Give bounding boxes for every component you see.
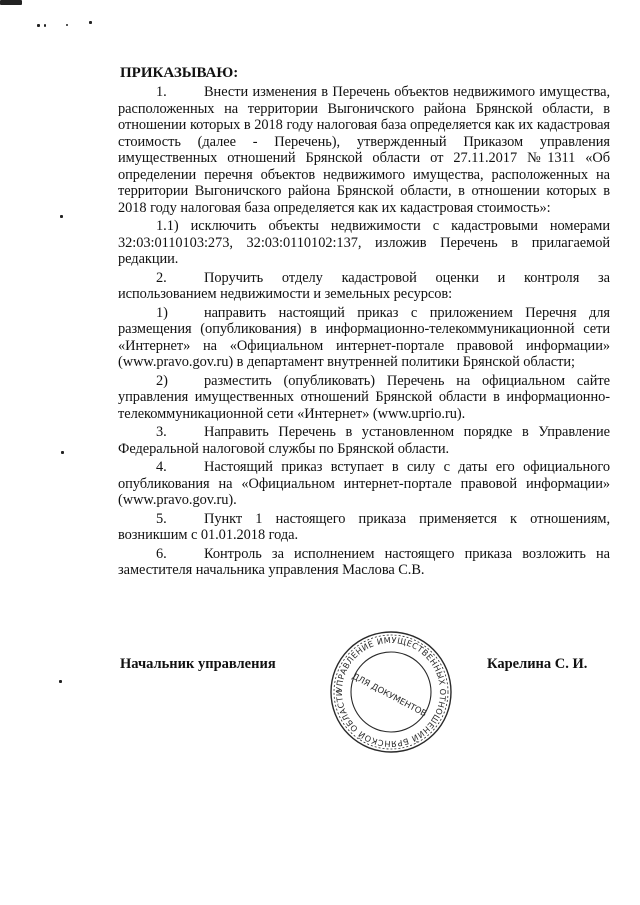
scan-speck	[37, 24, 40, 27]
paragraph-4: 4. Настоящий приказ вступает в силу с даты его официального опубликования на «Официальном интернет-портале правовой информации» (www.pravo.gov.ru).	[118, 459, 610, 508]
scan-speck	[59, 680, 62, 683]
paragraph-3: 3. Направить Перечень в установленном порядке в Управление Федеральной налоговой службы по Брянской области.	[118, 424, 610, 457]
paragraph-6: 6. Контроль за исполнением настоящего приказа возложить на заместителя начальника управления Маслова С.В.	[118, 545, 610, 578]
scan-speck	[61, 451, 64, 454]
scan-speck	[66, 24, 68, 26]
scan-speck	[44, 24, 46, 27]
paragraph-text: Внести изменения в Перечень объектов недвижимого имущества, расположенных на территории Выгоничского района Брянской области, в отношении которых в 2018 году налоговая база определяется как их кадастровая стоимость (далее - Перечень), утвержденный Приказом управления имущественных отношений Брянской области от 27.11.2017 №1311 «Об определении перечня объектов недвижимого имущества, расположенных на территории Выгоничского района Брянской области, в отношении которых в 2018 году налоговая база определяется как их кадастровая стоимость»:	[118, 84, 610, 216]
paragraph-text: направить настоящий приказ с приложением Перечня для размещения (опубликования) в информационно-телекоммуникационной сети «Интернет» на «Официальном интернет-портале правовой информации» (www.pravo.gov.ru) в департамент внутренней политики Брянской области;	[118, 304, 610, 370]
seal-outer-text: УПРАВЛЕНИЕ ИМУЩЕСТВЕННЫХ ОТНОШЕНИЙ БРЯНСКОЙ ОБЛАСТИ	[333, 634, 449, 750]
paragraph-text: Поручить отделу кадастровой оценки и контроля за использованием недвижимости и земельных ресурсов:	[118, 269, 610, 302]
signature-name: Карелина С. И.	[487, 656, 588, 672]
paragraph-text: Пункт 1 настоящего приказа применяется к отношениям, возникшим с 01.01.2018 года.	[118, 510, 610, 543]
paragraph-text: разместить (опубликовать) Перечень на официальном сайте управления имущественных отношений Брянской области в информационно-телекоммуникационной сети «Интернет» (www.uprio.ru).	[118, 372, 610, 422]
paragraph-2-2: 2) разместить (опубликовать) Перечень на официальном сайте управления имущественных отношений Брянской области в информационно-телекоммуникационной сети «Интернет» (www.uprio.ru).	[118, 372, 610, 422]
paragraph-2: 2. Поручить отделу кадастровой оценки и контроля за использованием недвижимости и земельных ресурсов:	[118, 269, 610, 302]
paragraph-2-1: 1) направить настоящий приказ с приложением Перечня для размещения (опубликования) в информационно-телекоммуникационной сети «Интернет» на «Официальном интернет-портале правовой информации» (www.pravo.gov.ru) в департамент внутренней политики Брянской области;	[118, 304, 610, 370]
scan-mark	[0, 0, 22, 5]
seal-inner-text: ДЛЯ ДОКУМЕНТОВ	[350, 671, 429, 720]
paragraph-text: Направить Перечень в установленном порядке в Управление Федеральной налоговой службы по Брянской области.	[118, 424, 610, 457]
paragraph-1: 1. Внести изменения в Перечень объектов недвижимого имущества, расположенных на территории Выгоничского района Брянской области, в отношении которых в 2018 году налоговая база определяется как их кадастровая стоимость (далее - Перечень), утвержденный Приказом управления имущественных отношений Брянской области от 27.11.2017 №1311 «Об определении перечня объектов недвижимого имущества, расположенных на территории Выгоничского района Брянской области, в отношении которых в 2018 году налоговая база определяется как их кадастровая стоимость»:	[118, 84, 610, 216]
paragraph-text: Контроль за исполнением настоящего приказа возложить на заместителя начальника управления Маслова С.В.	[118, 545, 610, 578]
paragraph-text: 1.1) исключить объекты недвижимости с кадастровыми номерами 32:03:0110103:273, 32:03:0110102:137, изложив Перечень в прилагаемой редакции.	[118, 218, 610, 267]
scan-speck	[89, 21, 92, 24]
paragraph-5: 5. Пункт 1 настоящего приказа применяется к отношениям, возникшим с 01.01.2018 года.	[118, 510, 610, 543]
scan-speck	[60, 215, 63, 218]
paragraph-1-1	[118, 218, 610, 268]
signature-position: Начальник управления	[120, 656, 276, 672]
order-heading: ПРИКАЗЫВАЮ:	[120, 65, 239, 81]
official-seal	[327, 628, 455, 756]
paragraph-text: Настоящий приказ вступает в силу с даты его официального опубликования на «Официальном интернет-портале правовой информации» (www.pravo.gov.ru).	[118, 459, 610, 508]
order-body	[118, 64, 610, 581]
